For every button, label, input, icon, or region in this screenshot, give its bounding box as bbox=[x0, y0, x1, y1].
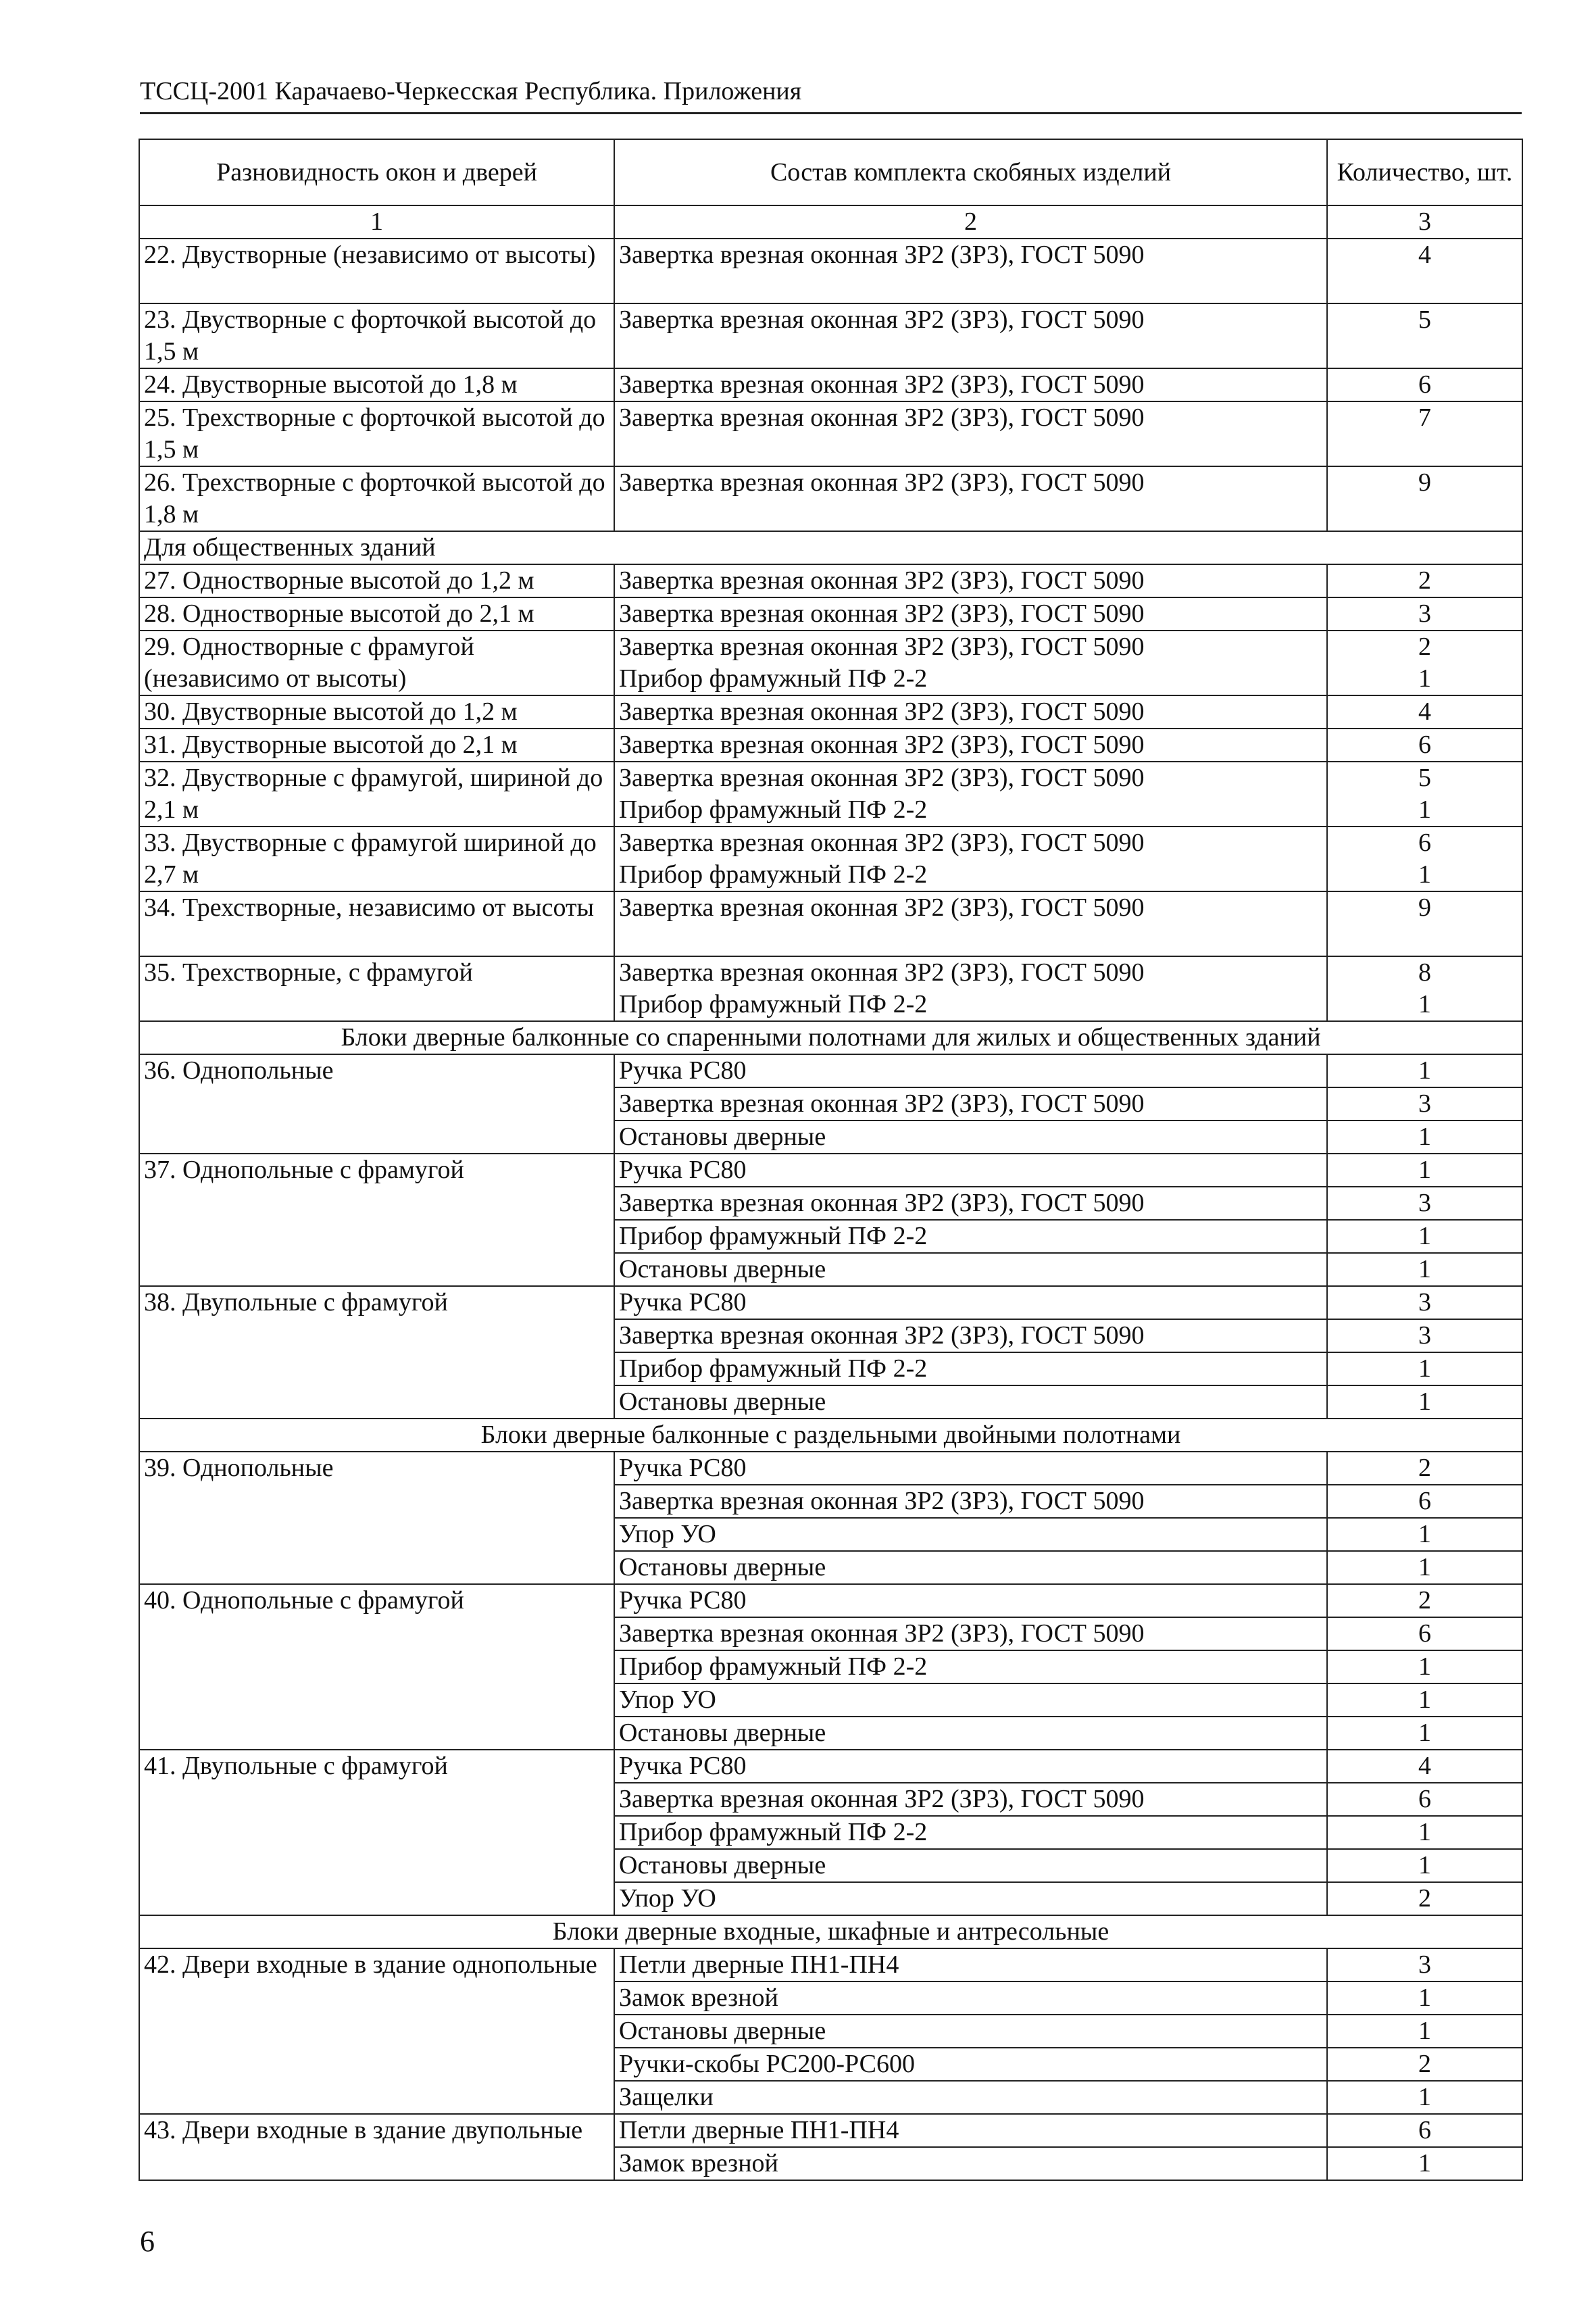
table-row bbox=[139, 303, 1522, 368]
quantity-cell: 1 bbox=[1327, 1253, 1522, 1286]
section-row bbox=[139, 1419, 1522, 1452]
quantity-cell: 2 bbox=[1327, 1452, 1522, 1485]
composition-cell bbox=[614, 368, 1327, 401]
composition-cell: Остановы дверные bbox=[614, 2015, 1327, 2048]
quantity-value: 7 bbox=[1418, 403, 1431, 432]
composition-item: Завертка врезная оконная ЗР2 (ЗР3), ГОСТ 5090 bbox=[619, 468, 1145, 497]
quantity-cell: 3 bbox=[1327, 1948, 1522, 1981]
quantity-cell bbox=[1327, 239, 1522, 303]
table-row bbox=[139, 956, 1522, 1021]
composition-cell: Завертка врезная оконная ЗР2 (ЗР3), ГОСТ 5090 bbox=[614, 1087, 1327, 1121]
quantity-value: 8 bbox=[1418, 958, 1431, 987]
composition-item: Завертка врезная оконная ЗР2 (ЗР3), ГОСТ 5090 bbox=[619, 958, 1145, 987]
quantity-cell: 1 bbox=[1327, 1816, 1522, 1849]
section-title: Для общественных зданий bbox=[139, 531, 1522, 564]
row-type-cell: 38. Двупольные с фрамугой bbox=[139, 1286, 614, 1419]
quantity-cell: 4 bbox=[1327, 1750, 1522, 1783]
composition-item: Завертка врезная оконная ЗР2 (ЗР3), ГОСТ 5090 bbox=[619, 305, 1145, 334]
hardware-table bbox=[139, 139, 1523, 2181]
table-row bbox=[139, 827, 1522, 891]
quantity-cell: 1 bbox=[1327, 2081, 1522, 2114]
quantity-cell bbox=[1327, 303, 1522, 368]
composition-cell bbox=[614, 303, 1327, 368]
composition-cell: Ручка РС80 bbox=[614, 1584, 1327, 1617]
table-row bbox=[139, 891, 1522, 956]
row-type-cell: 35. Трехстворные, с фрамугой bbox=[139, 956, 614, 1021]
quantity-value: 1 bbox=[1418, 664, 1431, 693]
quantity-cell bbox=[1327, 597, 1522, 631]
quantity-cell: 1 bbox=[1327, 1849, 1522, 1882]
quantity-value: 6 bbox=[1418, 731, 1431, 759]
quantity-cell: 1 bbox=[1327, 1385, 1522, 1419]
composition-cell: Завертка врезная оконная ЗР2 (ЗР3), ГОСТ 5090 bbox=[614, 1617, 1327, 1650]
row-type-cell: 28. Одностворные высотой до 2,1 м bbox=[139, 597, 614, 631]
column-number: 2 bbox=[614, 205, 1327, 239]
composition-cell: Петли дверные ПН1-ПН4 bbox=[614, 2114, 1327, 2147]
composition-cell: Упор УО bbox=[614, 1518, 1327, 1551]
table-row bbox=[139, 1948, 1522, 1981]
composition-item: Завертка врезная оконная ЗР2 (ЗР3), ГОСТ 5090 bbox=[619, 566, 1145, 595]
row-type-cell: 33. Двустворные с фрамугой шириной до 2,7 м bbox=[139, 827, 614, 891]
quantity-value: 6 bbox=[1418, 829, 1431, 857]
composition-cell: Ручка РС80 bbox=[614, 1286, 1327, 1319]
table-row bbox=[139, 239, 1522, 303]
composition-cell: Прибор фрамужный ПФ 2-2 bbox=[614, 1650, 1327, 1683]
row-type-cell: 30. Двустворные высотой до 1,2 м bbox=[139, 695, 614, 729]
quantity-cell: 1 bbox=[1327, 1220, 1522, 1253]
composition-item: Завертка врезная оконная ЗР2 (ЗР3), ГОСТ 5090 bbox=[619, 241, 1145, 269]
row-type-cell: 41. Двупольные с фрамугой bbox=[139, 1750, 614, 1915]
table-row bbox=[139, 401, 1522, 466]
composition-cell bbox=[614, 401, 1327, 466]
composition-cell bbox=[614, 564, 1327, 597]
composition-cell: Остановы дверные bbox=[614, 1849, 1327, 1882]
composition-cell: Ручка РС80 bbox=[614, 1750, 1327, 1783]
composition-cell: Упор УО bbox=[614, 1683, 1327, 1717]
quantity-cell: 1 bbox=[1327, 1054, 1522, 1087]
table-row bbox=[139, 762, 1522, 827]
composition-cell: Ручка РС80 bbox=[614, 1452, 1327, 1485]
quantity-cell: 3 bbox=[1327, 1187, 1522, 1220]
composition-item: Завертка врезная оконная ЗР2 (ЗР3), ГОСТ 5090 bbox=[619, 731, 1145, 759]
quantity-cell: 1 bbox=[1327, 1518, 1522, 1551]
column-number: 1 bbox=[139, 205, 614, 239]
composition-item: Завертка врезная оконная ЗР2 (ЗР3), ГОСТ 5090 bbox=[619, 829, 1145, 857]
quantity-cell bbox=[1327, 695, 1522, 729]
section-row bbox=[139, 1915, 1522, 1948]
section-row bbox=[139, 531, 1522, 564]
quantity-cell: 1 bbox=[1327, 2147, 1522, 2180]
header-divider bbox=[140, 112, 1522, 114]
row-type-cell: 42. Двери входные в здание однопольные bbox=[139, 1948, 614, 2114]
page-number: 6 bbox=[140, 2225, 155, 2258]
composition-item: Прибор фрамужный ПФ 2-2 bbox=[619, 990, 928, 1018]
quantity-cell: 3 bbox=[1327, 1087, 1522, 1121]
composition-cell: Остановы дверные bbox=[614, 1717, 1327, 1750]
quantity-cell bbox=[1327, 401, 1522, 466]
composition-cell bbox=[614, 695, 1327, 729]
quantity-cell: 1 bbox=[1327, 1650, 1522, 1683]
quantity-cell bbox=[1327, 729, 1522, 762]
section-title: Блоки дверные балконные с раздельными двойными полотнами bbox=[139, 1419, 1522, 1452]
composition-cell: Завертка врезная оконная ЗР2 (ЗР3), ГОСТ 5090 bbox=[614, 1319, 1327, 1352]
composition-cell: Остановы дверные bbox=[614, 1121, 1327, 1154]
table-row bbox=[139, 564, 1522, 597]
composition-cell: Прибор фрамужный ПФ 2-2 bbox=[614, 1220, 1327, 1253]
row-type-cell: 34. Трехстворные, независимо от высоты bbox=[139, 891, 614, 956]
table-header-row bbox=[139, 139, 1522, 205]
quantity-cell bbox=[1327, 631, 1522, 695]
quantity-value: 2 bbox=[1418, 566, 1431, 595]
quantity-value: 1 bbox=[1418, 990, 1431, 1018]
quantity-cell: 1 bbox=[1327, 1717, 1522, 1750]
row-type-cell: 22. Двустворные (независимо от высоты) bbox=[139, 239, 614, 303]
composition-cell: Замок врезной bbox=[614, 2147, 1327, 2180]
composition-item: Завертка врезная оконная ЗР2 (ЗР3), ГОСТ 5090 bbox=[619, 633, 1145, 661]
composition-cell: Остановы дверные bbox=[614, 1551, 1327, 1584]
composition-cell: Ручка РС80 bbox=[614, 1054, 1327, 1087]
quantity-cell bbox=[1327, 827, 1522, 891]
quantity-cell: 1 bbox=[1327, 1121, 1522, 1154]
row-type-cell: 43. Двери входные в здание двупольные bbox=[139, 2114, 614, 2180]
quantity-cell: 6 bbox=[1327, 1783, 1522, 1816]
composition-cell: Остановы дверные bbox=[614, 1385, 1327, 1419]
composition-item: Прибор фрамужный ПФ 2-2 bbox=[619, 860, 928, 889]
composition-item: Прибор фрамужный ПФ 2-2 bbox=[619, 664, 928, 693]
section-title: Блоки дверные входные, шкафные и антресольные bbox=[139, 1915, 1522, 1948]
quantity-value: 4 bbox=[1418, 697, 1431, 726]
quantity-value: 5 bbox=[1418, 305, 1431, 334]
quantity-cell bbox=[1327, 762, 1522, 827]
table-row bbox=[139, 1286, 1522, 1319]
section-row bbox=[139, 1021, 1522, 1054]
composition-item: Завертка врезная оконная ЗР2 (ЗР3), ГОСТ 5090 bbox=[619, 403, 1145, 432]
row-type-cell: 40. Однопольные с фрамугой bbox=[139, 1584, 614, 1750]
composition-cell bbox=[614, 239, 1327, 303]
composition-cell: Замок врезной bbox=[614, 1981, 1327, 2015]
quantity-cell: 3 bbox=[1327, 1319, 1522, 1352]
page-header-title: ТССЦ-2001 Карачаево-Черкесская Республика. Приложения bbox=[140, 77, 802, 105]
table-row bbox=[139, 466, 1522, 531]
quantity-cell bbox=[1327, 368, 1522, 401]
row-type-cell: 36. Однопольные bbox=[139, 1054, 614, 1154]
quantity-value: 2 bbox=[1418, 633, 1431, 661]
row-type-cell: 24. Двустворные высотой до 1,8 м bbox=[139, 368, 614, 401]
quantity-cell: 1 bbox=[1327, 1352, 1522, 1385]
composition-cell bbox=[614, 597, 1327, 631]
row-type-cell: 25. Трехстворные с форточкой высотой до 1,5 м bbox=[139, 401, 614, 466]
row-type-cell: 29. Одностворные с фрамугой (независимо от высоты) bbox=[139, 631, 614, 695]
column-number: 3 bbox=[1327, 205, 1522, 239]
composition-item: Завертка врезная оконная ЗР2 (ЗР3), ГОСТ 5090 bbox=[619, 764, 1145, 792]
composition-cell bbox=[614, 729, 1327, 762]
quantity-value: 9 bbox=[1418, 893, 1431, 922]
quantity-value: 5 bbox=[1418, 764, 1431, 792]
composition-item: Завертка врезная оконная ЗР2 (ЗР3), ГОСТ 5090 bbox=[619, 370, 1145, 399]
quantity-cell: 1 bbox=[1327, 2015, 1522, 2048]
row-type-cell: 32. Двустворные с фрамугой, шириной до 2,1 м bbox=[139, 762, 614, 827]
composition-item: Завертка врезная оконная ЗР2 (ЗР3), ГОСТ 5090 bbox=[619, 893, 1145, 922]
composition-cell: Защелки bbox=[614, 2081, 1327, 2114]
composition-cell: Завертка врезная оконная ЗР2 (ЗР3), ГОСТ 5090 bbox=[614, 1187, 1327, 1220]
row-type-cell: 23. Двустворные с форточкой высотой до 1,5 м bbox=[139, 303, 614, 368]
composition-cell: Петли дверные ПН1-ПН4 bbox=[614, 1948, 1327, 1981]
table-row bbox=[139, 1584, 1522, 1617]
table-row bbox=[139, 1452, 1522, 1485]
composition-cell bbox=[614, 631, 1327, 695]
column-number-row bbox=[139, 205, 1522, 239]
table-row bbox=[139, 1750, 1522, 1783]
quantity-cell: 1 bbox=[1327, 1154, 1522, 1187]
quantity-cell bbox=[1327, 891, 1522, 956]
composition-cell: Ручка РС80 bbox=[614, 1154, 1327, 1187]
quantity-value: 1 bbox=[1418, 795, 1431, 824]
composition-cell: Упор УО bbox=[614, 1882, 1327, 1915]
table-row bbox=[139, 1054, 1522, 1087]
quantity-value: 4 bbox=[1418, 241, 1431, 269]
quantity-cell: 6 bbox=[1327, 1485, 1522, 1518]
table-row bbox=[139, 597, 1522, 631]
quantity-cell: 3 bbox=[1327, 1286, 1522, 1319]
table-row bbox=[139, 729, 1522, 762]
composition-cell: Завертка врезная оконная ЗР2 (ЗР3), ГОСТ 5090 bbox=[614, 1783, 1327, 1816]
quantity-cell: 6 bbox=[1327, 2114, 1522, 2147]
quantity-cell: 1 bbox=[1327, 1551, 1522, 1584]
quantity-cell: 2 bbox=[1327, 1882, 1522, 1915]
composition-item: Завертка врезная оконная ЗР2 (ЗР3), ГОСТ 5090 bbox=[619, 599, 1145, 628]
composition-cell: Завертка врезная оконная ЗР2 (ЗР3), ГОСТ 5090 bbox=[614, 1485, 1327, 1518]
row-type-cell: 27. Одностворные высотой до 1,2 м bbox=[139, 564, 614, 597]
quantity-cell: 1 bbox=[1327, 1981, 1522, 2015]
composition-cell bbox=[614, 466, 1327, 531]
quantity-value: 3 bbox=[1418, 599, 1431, 628]
column-header-composition: Состав комплекта скобяных изделий bbox=[614, 139, 1327, 205]
quantity-cell: 1 bbox=[1327, 1683, 1522, 1717]
composition-cell bbox=[614, 827, 1327, 891]
quantity-value: 6 bbox=[1418, 370, 1431, 399]
composition-cell: Прибор фрамужный ПФ 2-2 bbox=[614, 1352, 1327, 1385]
composition-item: Прибор фрамужный ПФ 2-2 bbox=[619, 795, 928, 824]
row-type-cell: 39. Однопольные bbox=[139, 1452, 614, 1584]
column-header-quantity: Количество, шт. bbox=[1327, 139, 1522, 205]
table-row bbox=[139, 1154, 1522, 1187]
table-body bbox=[139, 139, 1522, 2180]
row-type-cell: 26. Трехстворные с форточкой высотой до 1,8 м bbox=[139, 466, 614, 531]
table-row bbox=[139, 368, 1522, 401]
section-title: Блоки дверные балконные со спаренными полотнами для жилых и общественных зданий bbox=[139, 1021, 1522, 1054]
quantity-cell: 6 bbox=[1327, 1617, 1522, 1650]
column-header-type: Разновидность окон и дверей bbox=[139, 139, 614, 205]
quantity-cell: 2 bbox=[1327, 1584, 1522, 1617]
quantity-value: 9 bbox=[1418, 468, 1431, 497]
row-type-cell: 31. Двустворные высотой до 2,1 м bbox=[139, 729, 614, 762]
quantity-cell bbox=[1327, 956, 1522, 1021]
quantity-cell bbox=[1327, 466, 1522, 531]
composition-cell bbox=[614, 891, 1327, 956]
quantity-cell: 2 bbox=[1327, 2048, 1522, 2081]
composition-cell: Ручки-скобы РС200-РС600 bbox=[614, 2048, 1327, 2081]
row-type-cell: 37. Однопольные с фрамугой bbox=[139, 1154, 614, 1286]
table-row bbox=[139, 695, 1522, 729]
composition-cell: Остановы дверные bbox=[614, 1253, 1327, 1286]
table-row bbox=[139, 631, 1522, 695]
quantity-cell bbox=[1327, 564, 1522, 597]
quantity-value: 1 bbox=[1418, 860, 1431, 889]
composition-cell bbox=[614, 762, 1327, 827]
composition-cell: Прибор фрамужный ПФ 2-2 bbox=[614, 1816, 1327, 1849]
composition-cell bbox=[614, 956, 1327, 1021]
composition-item: Завертка врезная оконная ЗР2 (ЗР3), ГОСТ 5090 bbox=[619, 697, 1145, 726]
table-row bbox=[139, 2114, 1522, 2147]
